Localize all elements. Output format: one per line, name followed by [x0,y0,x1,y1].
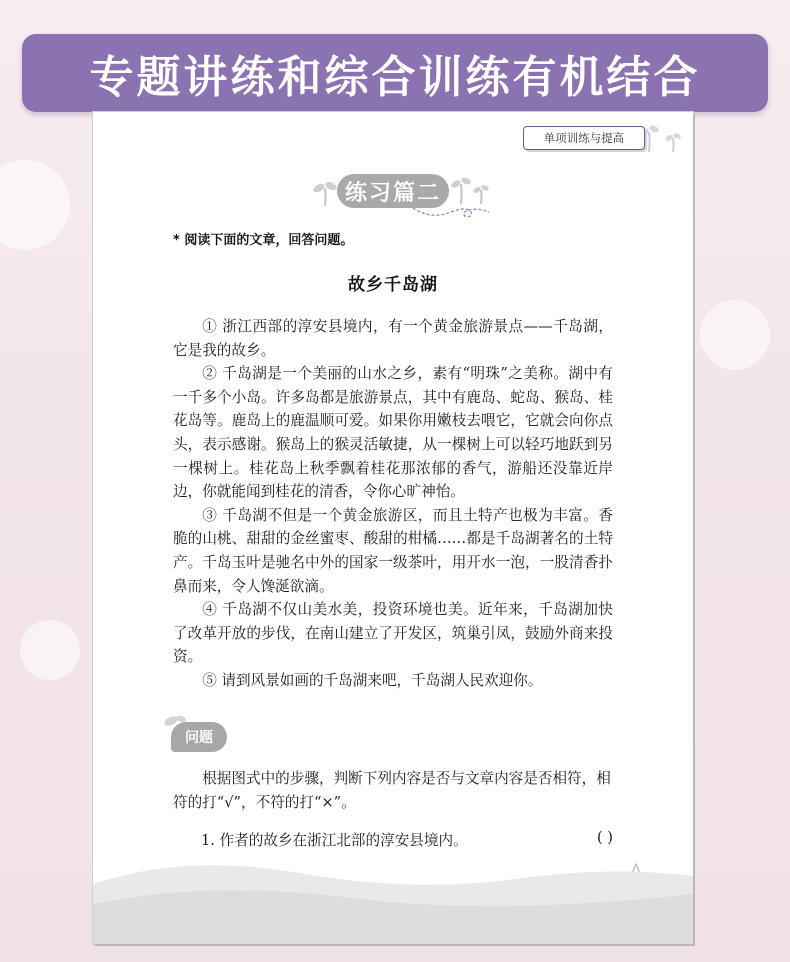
promo-banner [22,34,768,112]
reading-instruction: * 阅读下面的文章，回答问题。 [173,233,354,248]
article-paragraph: ④ 千岛湖不仅山美水美，投资环境也美。近年来，千岛湖加快了改革开放的步伐，在南山建立了开发区，筑巢引凤，鼓励外商来投资。 [173,601,613,666]
background-dot [0,160,70,250]
article-paragraph: ② 千岛湖是一个美丽的山水之乡，素有“明珠”之美称。湖中有一千多个小岛。许多岛都是旅游景点，其中有鹿岛、蛇岛、猴岛、桂花岛等。鹿岛上的鹿温顺可爱。如果你用嫩枝去喂它，它就会向你点头，表示感谢。猴岛上的猴灵活敏捷，从一棵树上可以轻巧地跃到另一棵树上。桂花岛上秋季飘着桂花那浓郁的香气，游船还没靠近岸边，你就能闻到桂花的清香，令你心旷神怡。 [173,365,613,501]
question-label: 问题 [171,722,227,752]
article-paragraph: ⑤ 请到风景如画的千岛湖来吧，千岛湖人民欢迎你。 [202,671,543,689]
question-item-text: 1. 作者的故乡在浙江北部的淳安县境内。 [201,832,468,849]
background-dot [700,300,770,370]
question-intro-text: 根据图式中的步骤，判断下列内容是否与文章内容是否相符，相符的打“√”，不符的打“×”。 [173,770,611,811]
sprout-icon [641,120,685,154]
question-header [163,712,253,762]
dashed-swirl [411,202,491,222]
sprout-icon [451,172,491,206]
background-dot [20,620,80,680]
article-paragraph: ③ 千岛湖不但是一个黄金旅游区，而且土特产也极为丰富。香脆的山桃、甜甜的金丝蜜枣、酸甜的柑橘……都是千岛湖著名的土特产。千岛玉叶是驰名中外的国家一级茶叶，用开水一泡，一股清香扑鼻而来，令人馋涎欲滴。 [173,506,613,595]
section-tag: 单项训练与提高 [523,126,645,150]
question-item [201,829,613,850]
exercise-label: 练习篇二 [337,174,449,208]
banner-title: 专题讲练和综合训练有机结合 [89,52,701,103]
sprout-icon [311,178,339,208]
exercise-header [311,172,491,222]
article-paragraph: ① 浙江西部的淳安县境内，有一个黄金旅游景点——千岛湖，它是我的故乡。 [173,318,613,359]
question-intro [173,767,613,815]
article-body [173,315,613,693]
answer-box[interactable]: ( ) [596,829,613,846]
book-page [93,112,693,944]
page-bottom-wave [93,854,693,944]
article-title: 故乡千岛湖 [348,275,438,295]
